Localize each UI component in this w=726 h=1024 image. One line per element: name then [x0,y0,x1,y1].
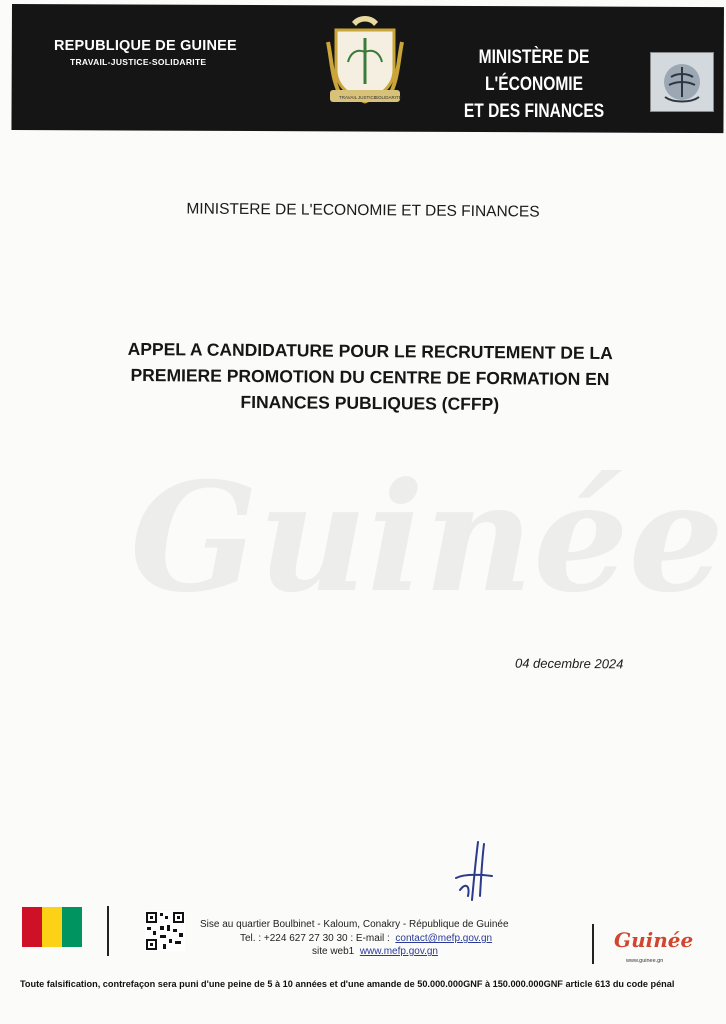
footer-site [312,946,438,957]
document-title-line: FINANCES PUBLIQUES (CFFP) [240,391,500,415]
coat-banner-word: SOLIDARITE [375,95,402,100]
footer-email-link[interactable]: contact@mefp.gov.gn [395,933,493,944]
footer-address: Sise au quartier Boulbinet - Kaloum, Conakry - République de Guinée [200,919,509,930]
coat-banner-word: TRAVAIL [339,95,358,100]
ministry-letterhead-line1: MINISTÈRE DE L'ÉCONOMIE [478,47,590,95]
guinea-flag-icon [22,907,82,947]
coat-banner-word: JUSTICE [358,95,377,100]
document-title [90,336,651,419]
document-ministry-heading: MINISTERE DE L'ECONOMIE ET DES FINANCES [186,200,540,221]
footer-divider [107,906,109,956]
guinee-watermark [120,440,725,626]
document-date: 04 decembre 2024 [514,655,624,672]
republic-name: REPUBLIQUE DE GUINEE [54,38,237,54]
ministry-emblem-icon [650,52,714,112]
document-title-line: APPEL A CANDIDATURE POUR LE RECRUTEMENT DE LA [127,338,613,364]
document-title-line: PREMIERE PROMOTION DU CENTRE DE FORMATION EN [130,364,610,390]
ministry-letterhead-title [444,44,624,125]
legal-notice: Toute falsification, contrefaçon sera puni d'une peine de 5 à 10 années et d'une amande de 50.000.000GNF à 150.000.000GNF article 613 du code pénal [20,979,675,990]
guinee-brand-logo: Guinée [614,928,694,952]
footer-divider [592,924,594,964]
footer-site-link[interactable]: www.mefp.gov.gn [359,946,438,957]
ministry-letterhead-line2: ET DES FINANCES [463,101,605,122]
guinee-brand-url: www.guinee.gn [626,958,664,964]
signature-icon [448,838,494,908]
qr-code-icon[interactable] [145,911,185,951]
footer-contact [240,933,492,944]
footer-site-label: site web1 [312,946,355,957]
footer-phone: Tel. : +224 627 27 30 30 : E-mail : [240,933,390,944]
svg-text:Guinée: Guinée [130,450,725,626]
coat-of-arms-icon [322,12,408,108]
republic-motto: TRAVAIL-JUSTICE-SOLIDARITE [70,57,207,67]
